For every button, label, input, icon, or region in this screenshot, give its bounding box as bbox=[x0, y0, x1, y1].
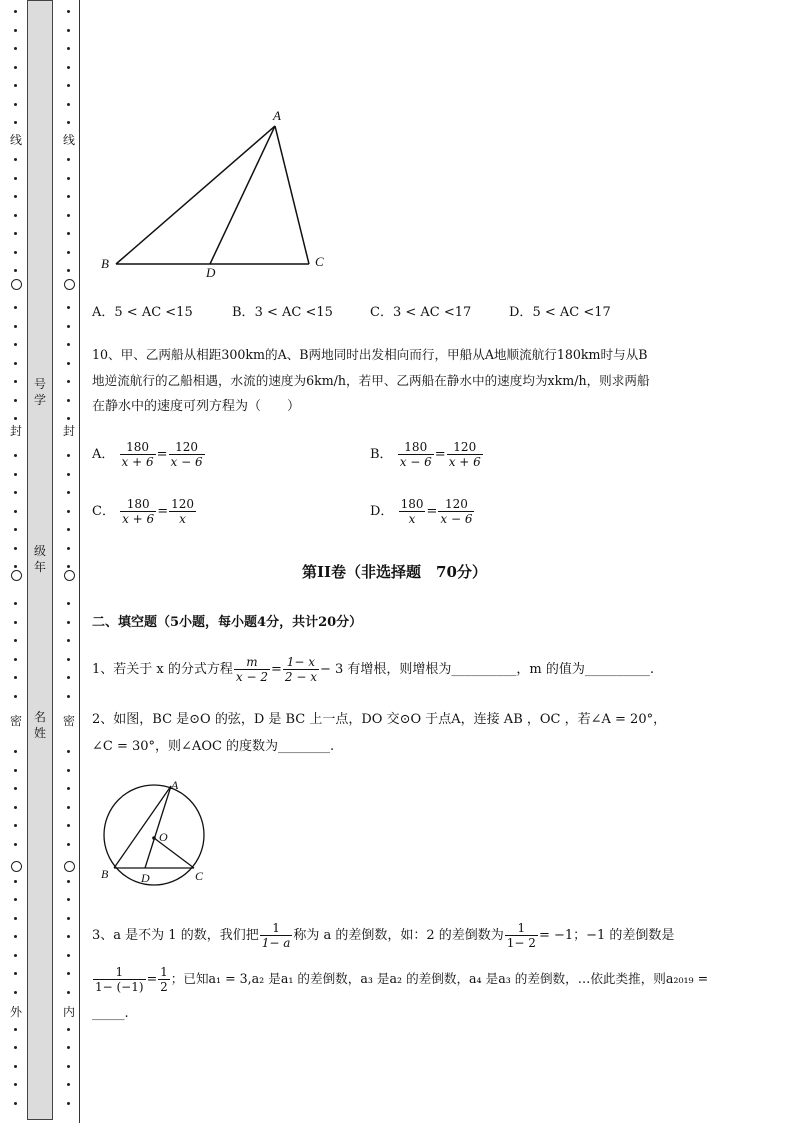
binding-dot bbox=[14, 121, 17, 124]
numerator: m bbox=[234, 655, 270, 670]
denominator: x bbox=[179, 512, 186, 526]
fill-question-3-line-1 bbox=[92, 918, 674, 954]
binding-dot bbox=[67, 343, 70, 346]
fill-question-3-line-2 bbox=[92, 961, 708, 997]
binding-dot bbox=[67, 750, 70, 753]
equals-sign: = bbox=[434, 447, 446, 462]
binding-ring-icon bbox=[11, 279, 22, 290]
binding-dot bbox=[14, 528, 17, 531]
binding-dot bbox=[14, 676, 17, 679]
numerator: 120 bbox=[169, 440, 205, 455]
fraction bbox=[447, 440, 483, 469]
binding-dot bbox=[14, 898, 17, 901]
outer-label-wai: 外 bbox=[10, 1005, 23, 1019]
denominator: x − 6 bbox=[440, 512, 473, 526]
binding-dot bbox=[14, 325, 17, 328]
binding-dot bbox=[14, 158, 17, 161]
point-d-label: D bbox=[206, 265, 216, 280]
fraction bbox=[120, 497, 156, 526]
binding-dot bbox=[14, 251, 17, 254]
binding-dot bbox=[67, 10, 70, 13]
binding-dot bbox=[14, 510, 17, 513]
binding-dot bbox=[14, 84, 17, 87]
question-text: 3、a 是不为 1 的数，我们把 bbox=[92, 928, 259, 943]
binding-dot bbox=[14, 195, 17, 198]
fraction bbox=[398, 440, 434, 469]
question-text: 1、若关于 x 的分式方程 bbox=[92, 662, 233, 677]
binding-dot bbox=[67, 362, 70, 365]
option-label: D． bbox=[509, 305, 533, 320]
option-label: A． bbox=[92, 447, 115, 462]
fraction bbox=[283, 655, 319, 684]
numerator: 180 bbox=[120, 497, 156, 512]
binding-dot bbox=[67, 880, 70, 883]
q9-option-d bbox=[509, 303, 611, 323]
question-text: − 3 有增根，则增根为__________， bbox=[319, 662, 530, 677]
numerator: 1 bbox=[260, 921, 293, 936]
numerator: 120 bbox=[171, 497, 194, 511]
option-label: C． bbox=[92, 504, 115, 519]
option-text: 5 < AC <15 bbox=[114, 305, 193, 320]
question-text: 称为 a 的差倒数，如：2 的差倒数为 bbox=[293, 928, 504, 943]
option-text: 5 < AC <17 bbox=[532, 305, 611, 320]
vertex-c-label: C bbox=[315, 254, 324, 269]
fraction bbox=[93, 965, 146, 994]
binding-dot bbox=[67, 787, 70, 790]
binding-dot bbox=[67, 473, 70, 476]
binding-dot bbox=[67, 639, 70, 642]
binding-dot bbox=[67, 1028, 70, 1031]
binding-dot bbox=[14, 954, 17, 957]
fraction bbox=[169, 497, 196, 526]
binding-dot bbox=[67, 325, 70, 328]
q10-option-d bbox=[370, 494, 475, 530]
binding-dot bbox=[14, 935, 17, 938]
option-label: C． bbox=[370, 305, 393, 320]
edge-ab bbox=[116, 126, 275, 264]
numerator: 1 bbox=[93, 965, 146, 980]
binding-ring-icon bbox=[64, 279, 75, 290]
binding-dot bbox=[67, 121, 70, 124]
q9-option-c bbox=[370, 303, 471, 323]
binding-dot bbox=[67, 29, 70, 32]
binding-dot bbox=[67, 602, 70, 605]
edge-ac bbox=[275, 126, 309, 264]
inner-label-mi: 密 bbox=[63, 714, 76, 728]
binding-dot bbox=[14, 269, 17, 272]
point-d-label: D bbox=[141, 871, 150, 885]
binding-dot bbox=[14, 66, 17, 69]
outer-dotted-line bbox=[10, 0, 22, 1123]
denominator: 1− 2 bbox=[506, 936, 536, 950]
binding-dot bbox=[67, 824, 70, 827]
binding-dot bbox=[67, 917, 70, 920]
center-point bbox=[152, 836, 156, 840]
binding-dot bbox=[67, 695, 70, 698]
binding-dot bbox=[14, 473, 17, 476]
binding-dot bbox=[67, 843, 70, 846]
binding-dot bbox=[67, 66, 70, 69]
q9-option-a bbox=[92, 303, 193, 323]
binding-dot bbox=[67, 954, 70, 957]
binding-dot bbox=[67, 103, 70, 106]
numerator: 120 bbox=[447, 440, 483, 455]
circle-o bbox=[104, 785, 204, 885]
binding-dot bbox=[67, 935, 70, 938]
denominator: 2 bbox=[160, 980, 168, 994]
binding-dot bbox=[67, 177, 70, 180]
fill-question-1 bbox=[92, 652, 654, 688]
fraction bbox=[260, 921, 293, 950]
binding-dot bbox=[14, 103, 17, 106]
fill-question-3-line-3: _____. bbox=[92, 1006, 129, 1021]
circle-figure bbox=[95, 778, 215, 888]
denominator: x − 6 bbox=[170, 455, 203, 469]
binding-dot bbox=[67, 251, 70, 254]
binding-dot bbox=[67, 454, 70, 457]
binding-dot bbox=[14, 306, 17, 309]
inner-label-feng: 封 bbox=[63, 424, 76, 438]
binding-dot bbox=[14, 787, 17, 790]
edge-ad bbox=[210, 126, 275, 264]
equals-sign: = bbox=[157, 504, 169, 519]
binding-dot bbox=[67, 158, 70, 161]
question-text: m 的值为__________. bbox=[529, 662, 654, 677]
binding-dot bbox=[67, 972, 70, 975]
numerator: 1 bbox=[505, 921, 538, 936]
binding-dot bbox=[14, 695, 17, 698]
binding-dot bbox=[14, 750, 17, 753]
binding-dot bbox=[14, 1028, 17, 1031]
binding-dot bbox=[67, 269, 70, 272]
denominator: 1− a bbox=[261, 936, 291, 950]
binding-dot bbox=[67, 565, 70, 568]
binding-dot bbox=[67, 547, 70, 550]
numerator: 180 bbox=[398, 440, 434, 455]
option-label: B． bbox=[232, 305, 255, 320]
denominator: x − 2 bbox=[235, 670, 268, 684]
question-text: ；已知a₁ = 3,a₂ 是a₁ 的差倒数，a₃ 是a₂ 的差倒数，a₄ 是a₃ 的差倒数，…依此类推，则a₂₀₁₉ = bbox=[170, 971, 709, 986]
binding-dot bbox=[14, 658, 17, 661]
q10-option-c bbox=[92, 494, 197, 530]
part-two-title: 第II卷（非选择题 70分） bbox=[302, 563, 487, 581]
binding-dot bbox=[67, 380, 70, 383]
binding-dot bbox=[14, 380, 17, 383]
binding-dot bbox=[14, 177, 17, 180]
numerator: 120 bbox=[438, 497, 474, 512]
equals-sign: = bbox=[156, 447, 168, 462]
fraction bbox=[505, 921, 538, 950]
denominator: 1− (−1) bbox=[95, 980, 144, 994]
binding-dot bbox=[14, 29, 17, 32]
student-number-label: 号学 bbox=[33, 377, 46, 407]
binding-dot bbox=[14, 1046, 17, 1049]
binding-dot bbox=[67, 898, 70, 901]
binding-dot bbox=[67, 1102, 70, 1105]
q10-line-2: 地逆流航行的乙船相遇，水流的速度为6km/h，若甲、乙两船在静水中的速度均为xkm/h，则求两船 bbox=[92, 373, 650, 388]
binding-dot bbox=[14, 1083, 17, 1086]
binding-dot bbox=[14, 769, 17, 772]
binding-dot bbox=[67, 1083, 70, 1086]
binding-dot bbox=[14, 565, 17, 568]
binding-dot bbox=[14, 232, 17, 235]
triangle-figure bbox=[95, 105, 335, 285]
binding-dot bbox=[67, 399, 70, 402]
inner-label-xian: 线 bbox=[63, 133, 76, 147]
binding-dot bbox=[67, 676, 70, 679]
fraction bbox=[120, 440, 156, 469]
inner-label-nei: 内 bbox=[63, 1005, 76, 1019]
denominator: x + 6 bbox=[122, 512, 155, 526]
binding-dot bbox=[14, 362, 17, 365]
binding-dot bbox=[14, 47, 17, 50]
fraction bbox=[169, 440, 205, 469]
binding-dot bbox=[67, 195, 70, 198]
binding-dot bbox=[14, 491, 17, 494]
binding-dot bbox=[67, 491, 70, 494]
q10-line-3: 在静水中的速度可列方程为（ ） bbox=[92, 399, 301, 414]
binding-dot bbox=[14, 417, 17, 420]
binding-dot bbox=[14, 843, 17, 846]
denominator: x + 6 bbox=[121, 455, 154, 469]
margin-rule bbox=[79, 0, 80, 1123]
binding-dot bbox=[14, 972, 17, 975]
option-text: 3 < AC <17 bbox=[392, 305, 472, 320]
binding-dot bbox=[14, 454, 17, 457]
binding-dot bbox=[14, 806, 17, 809]
binding-dot bbox=[67, 1046, 70, 1049]
option-label: D． bbox=[370, 504, 394, 519]
binding-dot bbox=[14, 621, 17, 624]
fill-in-section-title: 二、填空题（5小题，每小题4分，共计20分） bbox=[92, 615, 363, 630]
binding-dot bbox=[14, 880, 17, 883]
denominator: x + 6 bbox=[448, 455, 481, 469]
binding-dot bbox=[14, 547, 17, 550]
vertex-b-label: B bbox=[101, 256, 109, 271]
binding-dot bbox=[67, 1065, 70, 1068]
question-text: = −1；−1 的差倒数是 bbox=[538, 928, 675, 943]
binding-dot bbox=[14, 214, 17, 217]
binding-ring-icon bbox=[64, 861, 75, 872]
binding-dot bbox=[67, 510, 70, 513]
vertex-a-label: A bbox=[273, 108, 281, 123]
binding-dot bbox=[14, 343, 17, 346]
equals-sign: = bbox=[146, 971, 158, 986]
binding-dot bbox=[14, 399, 17, 402]
binding-dot bbox=[14, 917, 17, 920]
grade-label: 级年 bbox=[33, 544, 46, 574]
binding-dot bbox=[67, 47, 70, 50]
denominator: x bbox=[408, 512, 416, 526]
line-da bbox=[145, 786, 171, 868]
outer-label-mi: 密 bbox=[10, 714, 23, 728]
inner-dotted-line bbox=[63, 0, 75, 1123]
binding-ring-icon bbox=[11, 570, 22, 581]
point-b-label: B bbox=[101, 867, 109, 881]
binding-dot bbox=[67, 84, 70, 87]
binding-dot bbox=[67, 621, 70, 624]
binding-dot bbox=[14, 639, 17, 642]
chord-ab bbox=[114, 786, 171, 868]
binding-dot bbox=[67, 306, 70, 309]
denominator: x − 6 bbox=[399, 455, 432, 469]
binding-ring-icon bbox=[11, 861, 22, 872]
binding-ring-icon bbox=[64, 570, 75, 581]
outer-label-xian: 线 bbox=[10, 133, 23, 147]
option-text: 3 < AC <15 bbox=[254, 305, 333, 320]
binding-dot bbox=[14, 602, 17, 605]
binding-dot bbox=[14, 824, 17, 827]
numerator: 1 bbox=[160, 965, 168, 979]
q10-option-a bbox=[92, 437, 206, 473]
numerator: 1− x bbox=[283, 655, 319, 670]
fraction bbox=[158, 965, 170, 994]
numerator: 180 bbox=[400, 497, 424, 511]
binding-dot bbox=[67, 214, 70, 217]
numerator: 180 bbox=[120, 440, 156, 455]
equals-sign: = bbox=[426, 504, 438, 519]
binding-dot bbox=[14, 10, 17, 13]
point-c-label: C bbox=[195, 869, 204, 883]
binding-margin bbox=[0, 0, 84, 1123]
option-label: B． bbox=[370, 447, 393, 462]
binding-dot bbox=[67, 232, 70, 235]
fraction bbox=[234, 655, 270, 684]
fraction bbox=[399, 497, 426, 526]
option-label: A． bbox=[92, 305, 115, 320]
name-label: 名姓 bbox=[33, 710, 46, 740]
fill-question-2-line-1: 2、如图，BC 是⊙O 的弦，D 是 BC 上一点，DO 交⊙O 于点A，连接 AB ，OC ，若∠A = 20°， bbox=[92, 712, 667, 727]
denominator: 2 − x bbox=[284, 670, 317, 684]
binding-dot bbox=[14, 1065, 17, 1068]
binding-dot bbox=[67, 806, 70, 809]
q10-line-1: 10、甲、乙两船从相距300km的A、B两地同时出发相向而行，甲船从A地顺流航行180km时与从B bbox=[92, 347, 648, 362]
binding-dot bbox=[14, 1102, 17, 1105]
q9-option-b bbox=[232, 303, 333, 323]
outer-label-feng: 封 bbox=[10, 424, 23, 438]
equals-sign: = bbox=[270, 662, 282, 677]
binding-dot bbox=[67, 991, 70, 994]
point-a-label: A bbox=[171, 778, 179, 792]
point-o-label: O bbox=[159, 830, 168, 844]
binding-dot bbox=[67, 658, 70, 661]
binding-dot bbox=[14, 991, 17, 994]
q10-option-b bbox=[370, 437, 484, 473]
fraction bbox=[438, 497, 474, 526]
fill-question-2-line-2: ∠C = 30°，则∠AOC 的度数为________. bbox=[92, 739, 335, 754]
binding-dot bbox=[67, 528, 70, 531]
binding-dot bbox=[67, 417, 70, 420]
binding-dot bbox=[67, 769, 70, 772]
